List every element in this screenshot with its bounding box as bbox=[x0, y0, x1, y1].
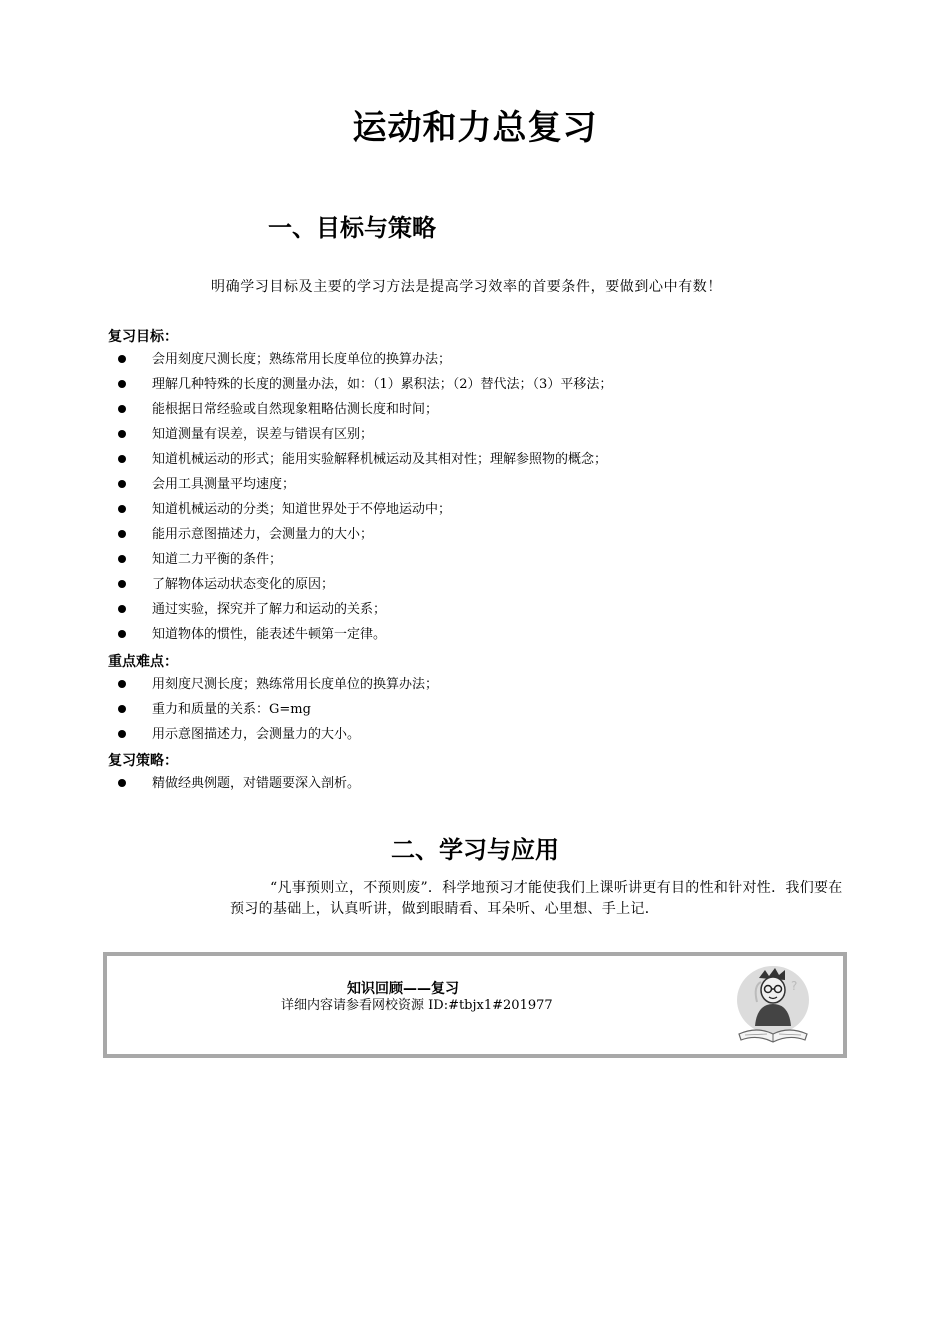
bullet-icon bbox=[118, 480, 126, 488]
goal-item-text: 通过实验，探究并了解力和运动的关系； bbox=[152, 602, 387, 617]
goal-item-text: 能用示意图描述力，会测量力的大小； bbox=[152, 527, 374, 542]
key-point-item-text: 重力和质量的关系：G=mg bbox=[152, 702, 311, 717]
goals-label: 复习目标： bbox=[108, 329, 178, 345]
goal-item-text: 理解几种特殊的长度的测量办法，如：（1）累积法；（2）替代法；（3）平移法； bbox=[152, 377, 613, 392]
bullet-icon bbox=[118, 505, 126, 513]
bullet-icon bbox=[118, 430, 126, 438]
bullet-icon bbox=[118, 355, 126, 363]
strategy-label: 复习策略： bbox=[108, 753, 178, 769]
key-point-item-text: 用刻度尺测长度；熟练常用长度单位的换算办法； bbox=[152, 677, 439, 692]
goal-item-text: 会用刻度尺测长度；熟练常用长度单位的换算办法； bbox=[152, 352, 452, 367]
section-heading-goals: 一、目标与策略 bbox=[268, 214, 436, 242]
section-heading-study: 二、学习与应用 bbox=[391, 836, 559, 864]
review-box-title: 知识回顾——复习 bbox=[347, 981, 459, 997]
goal-item-text: 知道测量有误差，误差与错误有区别； bbox=[152, 427, 374, 442]
review-box-resource-link[interactable]: 详细内容请参看网校资源 ID:#tbjx1#201977 bbox=[281, 998, 553, 1013]
page-title: 运动和力总复习 bbox=[352, 108, 598, 148]
bullet-icon bbox=[118, 605, 126, 613]
goal-item-text: 了解物体运动状态变化的原因； bbox=[152, 577, 335, 592]
goal-item-text: 知道物体的惯性，能表述牛顿第一定律。 bbox=[152, 627, 387, 642]
goal-item-text: 知道二力平衡的条件； bbox=[152, 552, 283, 567]
key-point-item-text: 用示意图描述力，会测量力的大小。 bbox=[152, 727, 361, 742]
reading-student-icon bbox=[725, 964, 817, 1048]
review-box bbox=[103, 952, 847, 1058]
bullet-icon bbox=[118, 405, 126, 413]
section-intro: 明确学习目标及主要的学习方法是提高学习效率的首要条件，要做到心中有数！ bbox=[211, 279, 722, 295]
goal-item-text: 知道机械运动的分类；知道世界处于不停地运动中； bbox=[152, 502, 452, 517]
bullet-icon bbox=[118, 730, 126, 738]
bullet-icon bbox=[118, 779, 126, 787]
goal-item-text: 能根据日常经验或自然现象粗略估测长度和时间； bbox=[152, 402, 439, 417]
strategy-item-text: 精做经典例题，对错题要深入剖析。 bbox=[152, 776, 361, 791]
bullet-icon bbox=[118, 705, 126, 713]
svg-text:?: ? bbox=[791, 979, 798, 993]
goal-item-text: 知道机械运动的形式；能用实验解释机械运动及其相对性；理解参照物的概念； bbox=[152, 452, 608, 467]
bullet-icon bbox=[118, 630, 126, 638]
bullet-icon bbox=[118, 555, 126, 563]
key-points-label: 重点难点： bbox=[108, 654, 178, 670]
bullet-icon bbox=[118, 455, 126, 463]
study-quote: “凡事预则立，不预则废”．科学地预习才能使我们上课听讲更有目的性和针对性．我们要在预习的基础上，认真听讲，做到眼睛看、耳朵听、心里想、手上记． bbox=[230, 880, 843, 917]
bullet-icon bbox=[118, 530, 126, 538]
bullet-icon bbox=[118, 380, 126, 388]
bullet-icon bbox=[118, 680, 126, 688]
bullet-icon bbox=[118, 580, 126, 588]
goal-item-text: 会用工具测量平均速度； bbox=[152, 477, 296, 492]
